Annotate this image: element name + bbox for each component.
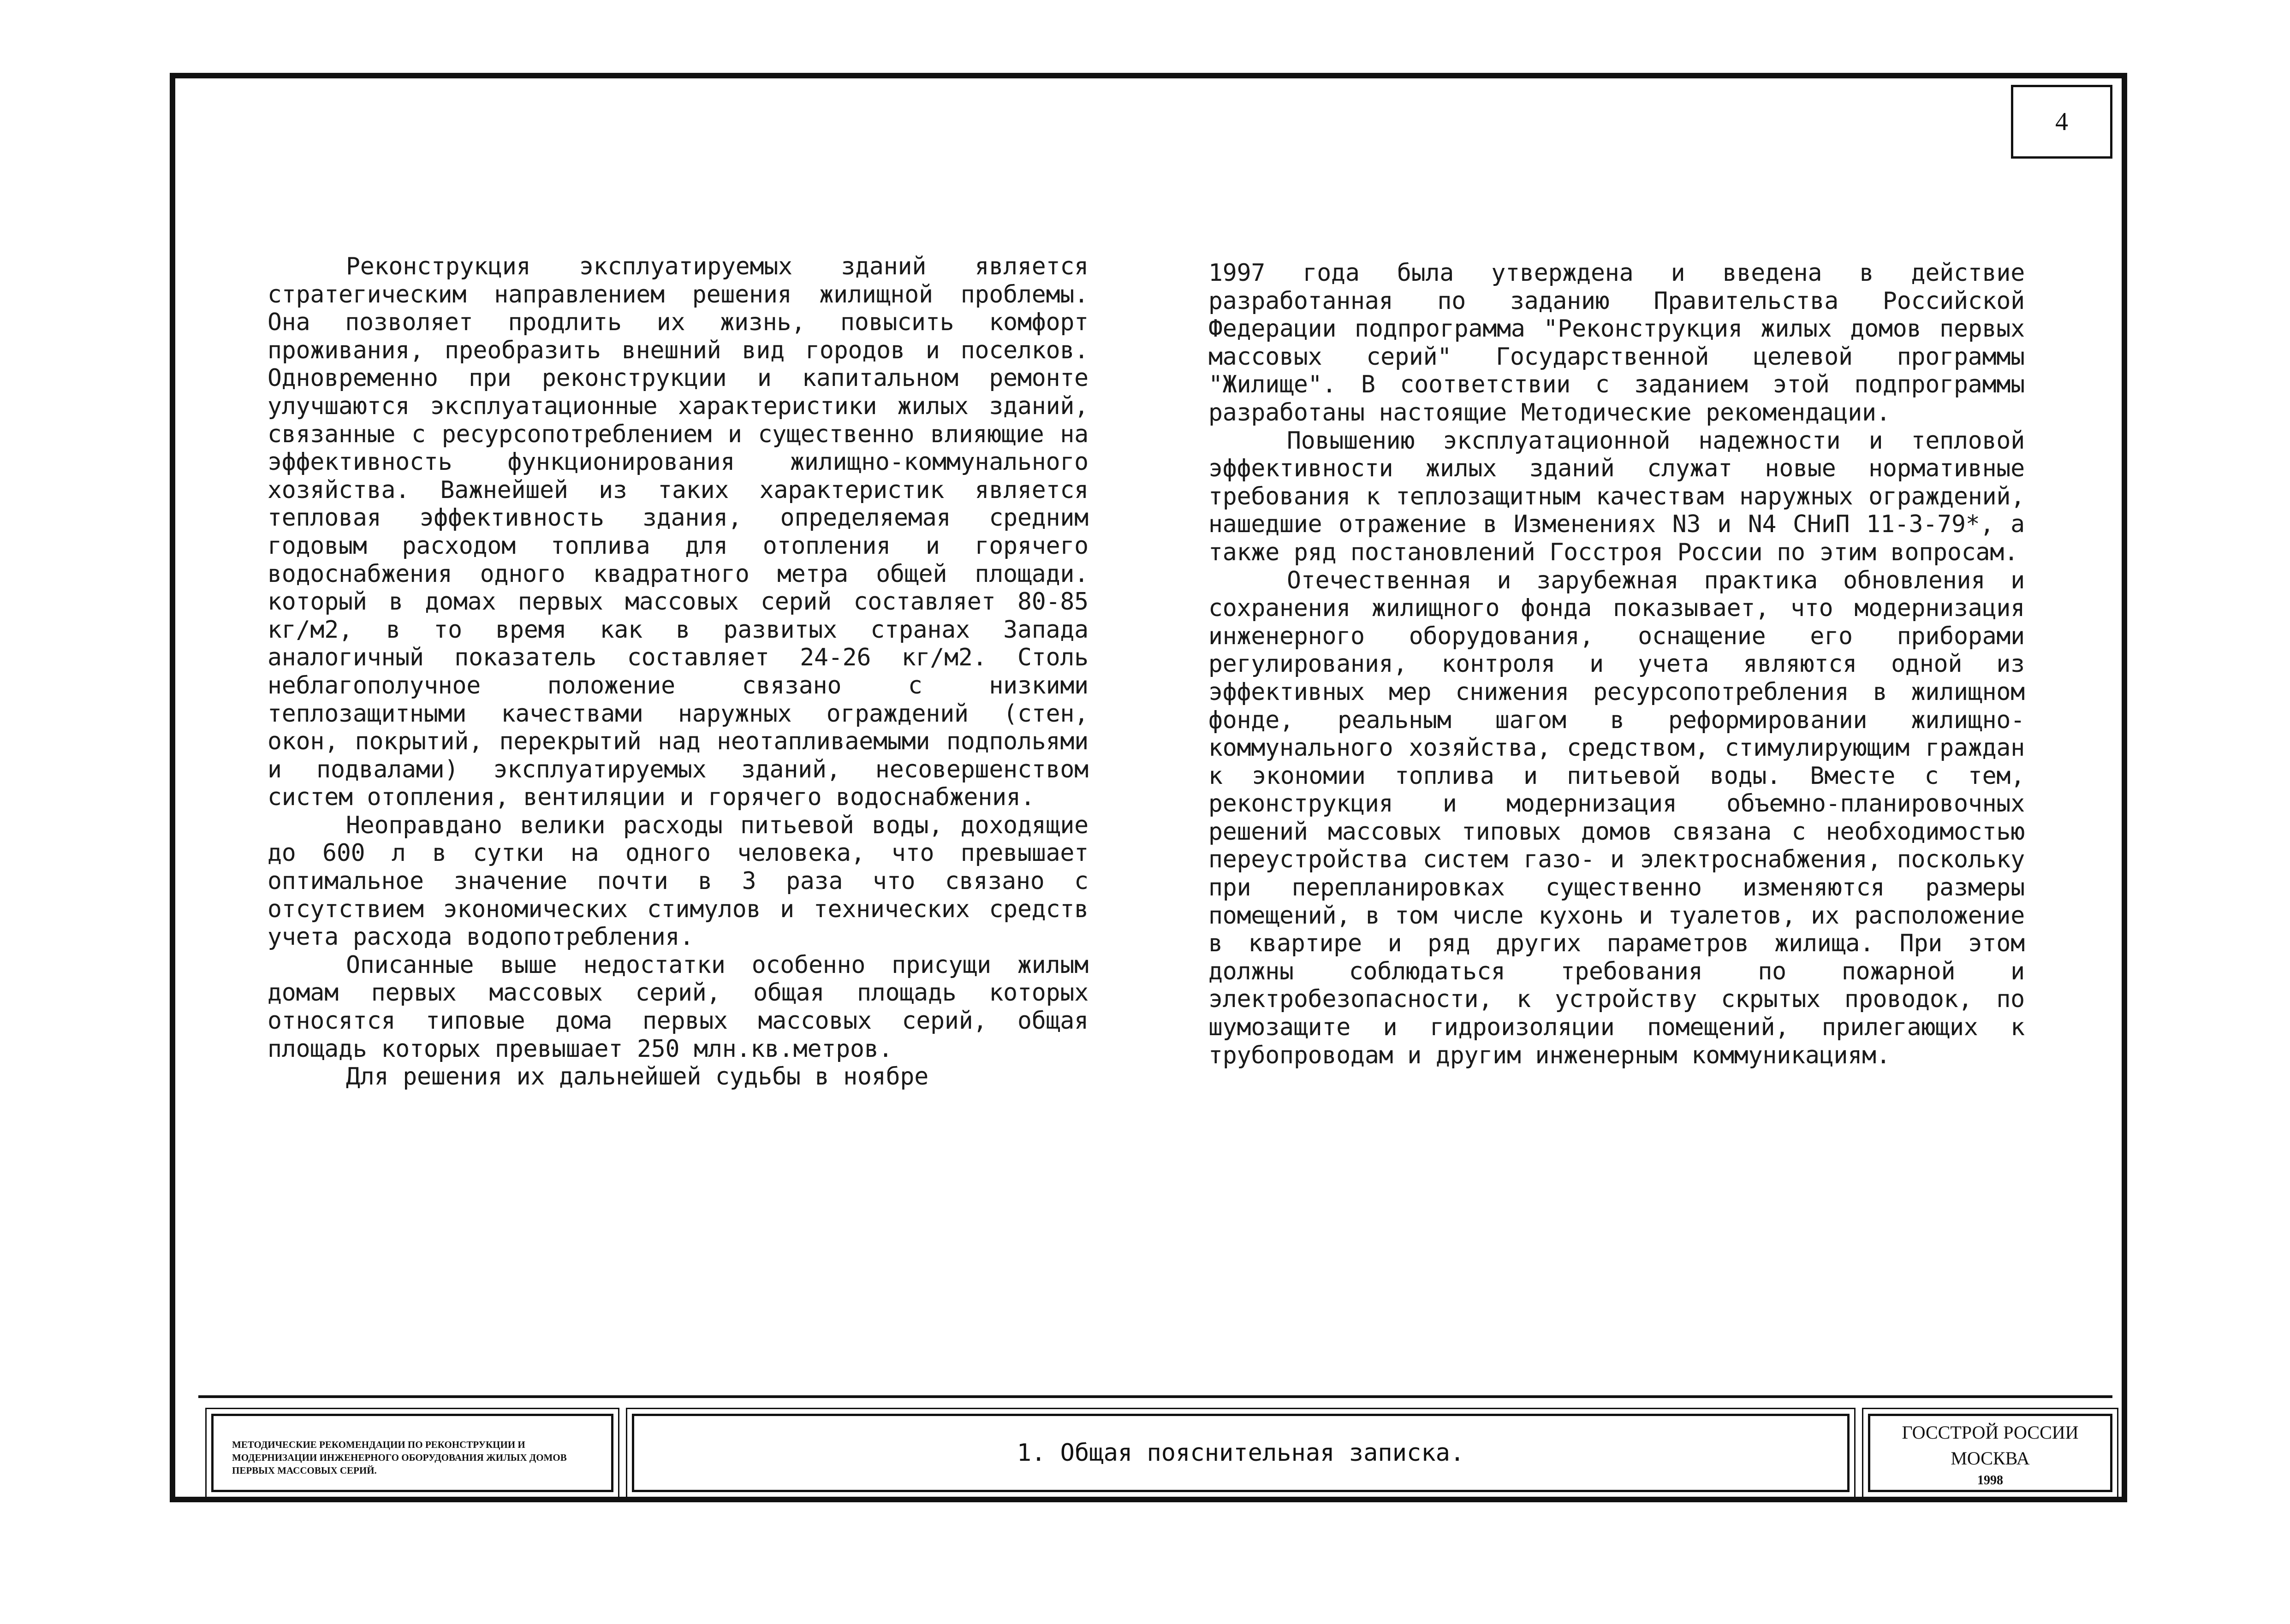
city-name: МОСКВА xyxy=(1951,1448,2030,1469)
paragraph: Для решения их дальнейшей судьбы в ноябре xyxy=(346,1063,929,1091)
section-title: 1. Общая пояснительная записка. xyxy=(1017,1439,1465,1467)
paragraph: Отечественная и зарубежная практика обновления и сохранения жилищного фонда показывает, что модернизация инженерного оборудования, оснащение его приборами регулирования, контроля и учета являются одной из эффективных мер снижения ресурсопотребления в жилищном фонде, реальным шагом в реформировании жилищно-коммунального хозяйства, средством, стимулирующим граждан к экономии топлива и питьевой воды. Вместе с тем, реконструкция и модернизация объемно-планировочных решений массовых типовых домов связана с необходимостью переустройства систем газо- и электроснабжения, поскольку при перепланировках существенно изменяются размеры помещений, в том числе кухонь и туалетов, их расположение в квартире и ряд других параметров жилища. При этом должны соблюдаться требования по пожарной и электробезопасности, к устройству скрытых проводок, по шумозащите и гидроизоляции помещений, прилегающих к трубопроводам и другим инженерным коммуникациям. xyxy=(1208,566,2025,1069)
paragraph: Повышению эксплуатационной надежности и тепловой эффективности жилых зданий служат новые нормативные требования к теплозащитным качествам наружных ограждений, нашедшие отражение в Изменениях N3 и N4 СНиП 11-3-79*, а также ряд постановлений Госстроя России по этим вопросам. xyxy=(1208,427,2025,566)
section-title-stamp xyxy=(632,1414,1850,1492)
organization-name: ГОССТРОЙ РОССИИ xyxy=(1902,1422,2079,1443)
left-text-column xyxy=(268,253,1088,1091)
year: 1998 xyxy=(1977,1473,2003,1488)
document-title-stamp xyxy=(211,1414,613,1492)
paragraph: Неоправдано велики расходы питьевой воды, доходящие до 600 л в сутки на одного человека, что превышает оптимальное значение почти в 3 раза что связано с отсутствием экономических стимулов и технических средств учета расхода водопотребления. xyxy=(268,811,1088,951)
paragraph: Реконструкция эксплуатируемых зданий является стратегическим направлением решения жилищной проблемы. Она позволяет продлить их жизнь, повысить комфорт проживания, преобразить внешний вид городов и поселков. Одновременно при реконструкции и капитальном ремонте улучшаются эксплуатационные характеристики жилых зданий, связанные с ресурсопотреблением и существенно влияющие на эффективность функционирования жилищно-коммунального хозяйства. Важнейшей из таких характеристик является тепловая эффективность здания, определяемая средним годовым расходом топлива для отопления и горячего водоснабжения одного квадратного метра общей площади. который в домах первых массовых серий составляет 80-85 кг/м2, в то время как в развитых странах Запада аналогичный показатель составляет 24-26 кг/м2. Столь неблагополучное положение связано с низкими теплозащитными качествами наружных ограждений (стен, окон, покрытий, перекрытий над неотапливаемыми подпольями и подвалами) эксплуатируемых зданий, несовершенством систем отопления, вентиляции и горячего водоснабжения. xyxy=(268,253,1088,812)
paragraph: Описанные выше недостатки особенно присущи жилым домам первых массовых серий, общая площадь которых относятся типовые дома первых массовых серий, общая площадь которых превышает 250 млн.кв.метров. xyxy=(268,951,1088,1063)
document-title: МЕТОДИЧЕСКИЕ РЕКОМЕНДАЦИИ ПО РЕКОНСТРУКЦИИ И МОДЕРНИЗАЦИИ ИНЖЕНЕРНОГО ОБОРУДОВАНИЯ ЖИЛЫХ ДОМОВ ПЕРВЫХ МАССОВЫХ СЕРИЙ. xyxy=(232,1439,567,1476)
organization-stamp xyxy=(1868,1414,2112,1492)
footer-divider xyxy=(198,1395,2112,1398)
paragraph: 1997 года была утверждена и введена в действие разработанная по заданию Правительства Российской Федерации подпрограмма "Реконструкция жилых домов первых массовых серий" Государственной целевой программы "Жилище". В соответствии с заданием этой подпрограммы разработаны настоящие Методические рекомендации. xyxy=(1208,259,2025,427)
page-number: 4 xyxy=(2011,85,2112,159)
right-text-column xyxy=(1208,259,2025,1069)
